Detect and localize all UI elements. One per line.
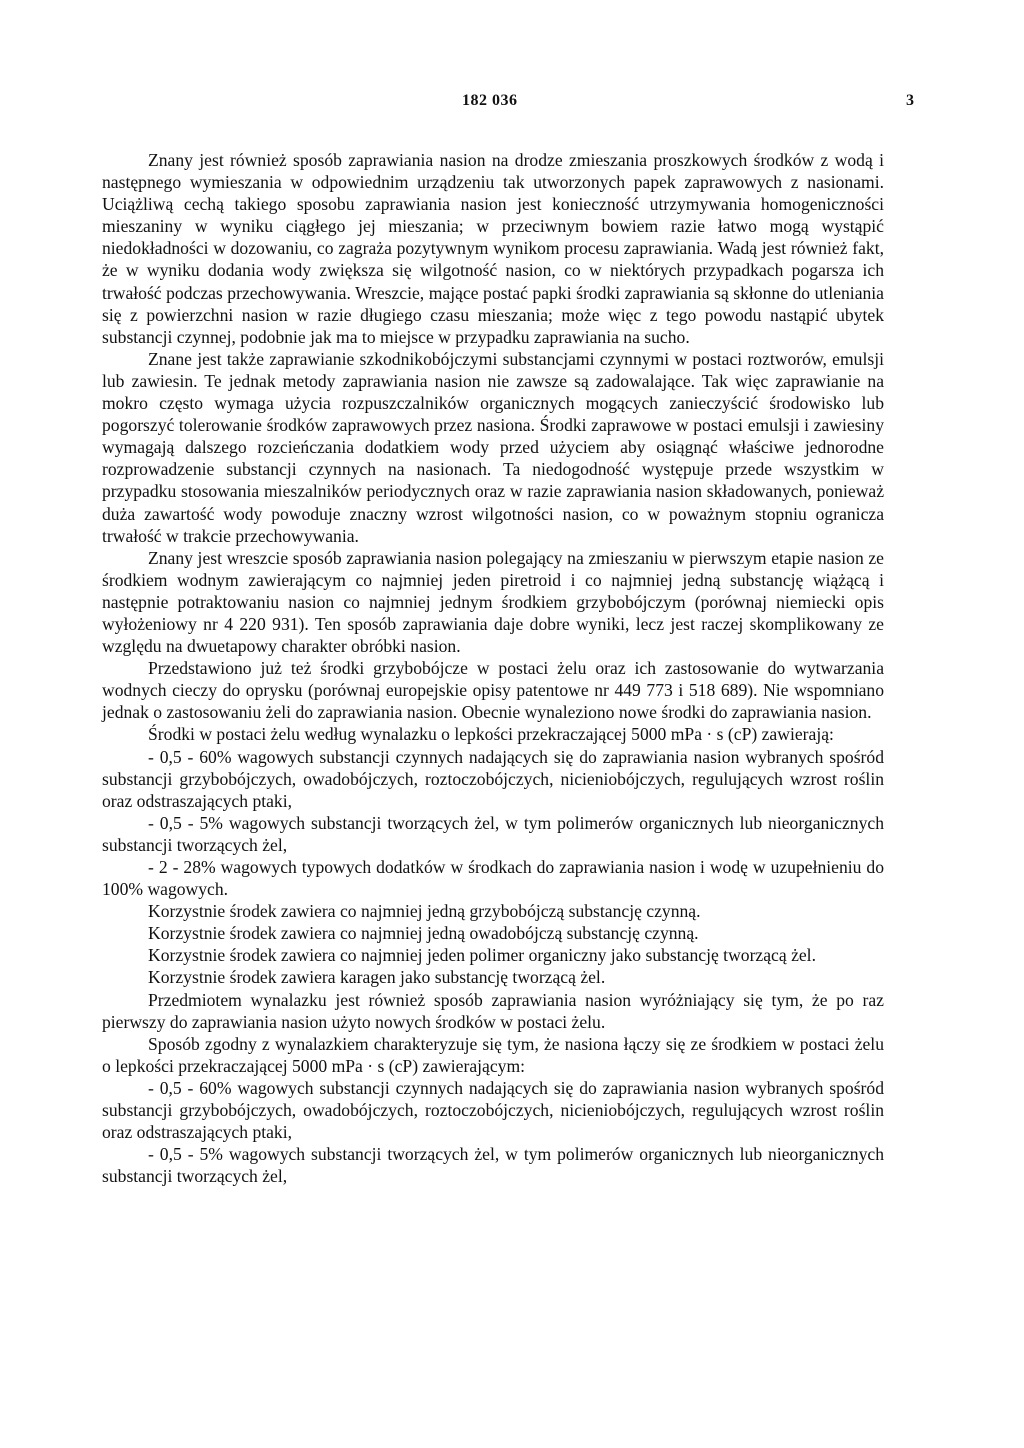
paragraph: Znany jest wreszcie sposób zaprawiania nasion polegający na zmieszaniu w pierwszym etapie nasion ze środkiem wodnym zawierającym co najmniej jeden piretroid i co najmniej jedną substancję wiążącą i następnie potraktowaniu nasion co najmniej jednym środkiem grzybobójczym (porównaj niemiecki opis wyłożeniowy nr 4 220 931). Ten sposób zaprawiania daje dobre wyniki, lecz jest raczej skomplikowany ze względu na dwuetapowy charakter obróbki nasion. <box>102 547 884 657</box>
list-item: - 0,5 - 5% wagowych substancji tworzących żel, w tym polimerów organicznych lub nieorganicznych substancji tworzących żel, <box>102 812 884 855</box>
paragraph: Przedstawiono już też środki grzybobójcze w postaci żelu oraz ich zastosowanie do wytwarzania wodnych cieczy do oprysku (porównaj europejskie opisy patentowe nr 449 773 i 518 689). Nie wspomniano jednak o zastosowaniu żeli do zaprawiania nasion. Obecnie wynaleziono nowe środki do zaprawiania nasion. <box>102 658 884 723</box>
list-item: - 2 - 28% wagowych typowych dodatków w środkach do zaprawiania nasion i wodę w uzupełnieniu do 100% wagowych. <box>102 857 884 900</box>
body-text <box>102 149 884 1187</box>
list-item: - 0,5 - 60% wagowych substancji czynnych nadających się do zaprawiania nasion wybranych spośród substancji grzybobójczych, owadobójczych, roztoczobójczych, nicieniobójczych, regulujących wzrost roślin oraz odstraszających ptaki, <box>102 1077 884 1143</box>
paragraph: Znany jest również sposób zaprawiania nasion na drodze zmieszania proszkowych środków z wodą i następnego wymieszania w odpowiednim urządzeniu tak utworzonych papek zaprawowych z nasionami. Uciążliwą cechą takiego sposobu zaprawiania nasion jest konieczność utrzymywania homogeniczności mieszaniny w wyniku ciągłego jej mieszania; w przeciwnym bowiem razie łatwo mogą wystąpić niedokładności w dozowaniu, co zagraża pozytywnym wynikom procesu zaprawiania. Wadą jest również fakt, że w wyniku dodania wody zwiększa się wilgotność nasion, co w niektórych przypadkach pogarsza ich trwałość podczas przechowywania. Wreszcie, mające postać papki środki zaprawiania są skłonne do utleniania się z powierzchni nasion w razie długiego czasu mieszania; może więc z tego powodu nastąpić ubytek substancji czynnej, podobnie jak ma to miejsce w przypadku zaprawiania na sucho. <box>102 150 884 347</box>
page-header <box>0 92 1024 116</box>
paragraph: Korzystnie środek zawiera karagen jako substancję tworzącą żel. <box>148 967 606 988</box>
paragraph: Środki w postaci żelu według wynalazku o lepkości przekraczającej 5000 mPa · s (cP) zawierają: <box>148 724 834 745</box>
list-item: - 0,5 - 60% wagowych substancji czynnych nadających się do zaprawiania nasion wybranych spośród substancji grzybobójczych, owadobójczych, roztoczobójczych, nicieniobójczych, regulujących wzrost roślin oraz odstraszających ptaki, <box>102 746 884 811</box>
paragraph: Korzystnie środek zawiera co najmniej jeden polimer organiczny jako substancję tworzącą żel. <box>148 945 816 966</box>
paragraph: Korzystnie środek zawiera co najmniej jedną grzybobójczą substancję czynną. <box>148 901 701 922</box>
paragraph: Znane jest także zaprawianie szkodnikobójczymi substancjami czynnymi w postaci roztworów, emulsji lub zawiesin. Te jednak metody zaprawiania nasion nie zawsze są zadowalające. Tak więc zaprawianie na mokro często wymaga użycia rozpuszczalników organicznych mogących zanieczyścić środowisko lub pogorszyć tolerowanie środków zaprawowych przez nasiona. Środki zaprawowe w postaci emulsji i zawiesiny wymagają dalszego rozcieńczania dodatkiem wody przed użyciem aby osiągnąć właściwe jednorodne rozprowadzenie substancji czynnych na nasionach. Ta niedogodność występuje przede wszystkim w przypadku stosowania mieszalników periodycznych oraz w razie zaprawiania nasion składowanych, ponieważ duża zawartość wody powoduje znaczny wzrost wilgotności nasion, co w poważnym stopniu ogranicza trwałość w trakcie przechowywania. <box>102 348 884 546</box>
list-item: - 0,5 - 5% wagowych substancji tworzących żel, w tym polimerów organicznych lub nieorganicznych substancji tworzących żel, <box>102 1144 884 1187</box>
document-number: 182 036 <box>462 92 518 109</box>
page-number: 3 <box>906 92 914 109</box>
paragraph: Sposób zgodny z wynalazkiem charakteryzuje się tym, że nasiona łączy się ze środkiem w postaci żelu o lepkości przekraczającej 5000 mPa · s (cP) zawierającym: <box>102 1033 884 1076</box>
paragraph: Przedmiotem wynalazku jest również sposób zaprawiania nasion wyróżniający się tym, że po raz pierwszy do zaprawiania nasion użyto nowych środków w postaci żelu. <box>102 989 884 1032</box>
paragraph: Korzystnie środek zawiera co najmniej jedną owadobójczą substancję czynną. <box>148 923 699 944</box>
